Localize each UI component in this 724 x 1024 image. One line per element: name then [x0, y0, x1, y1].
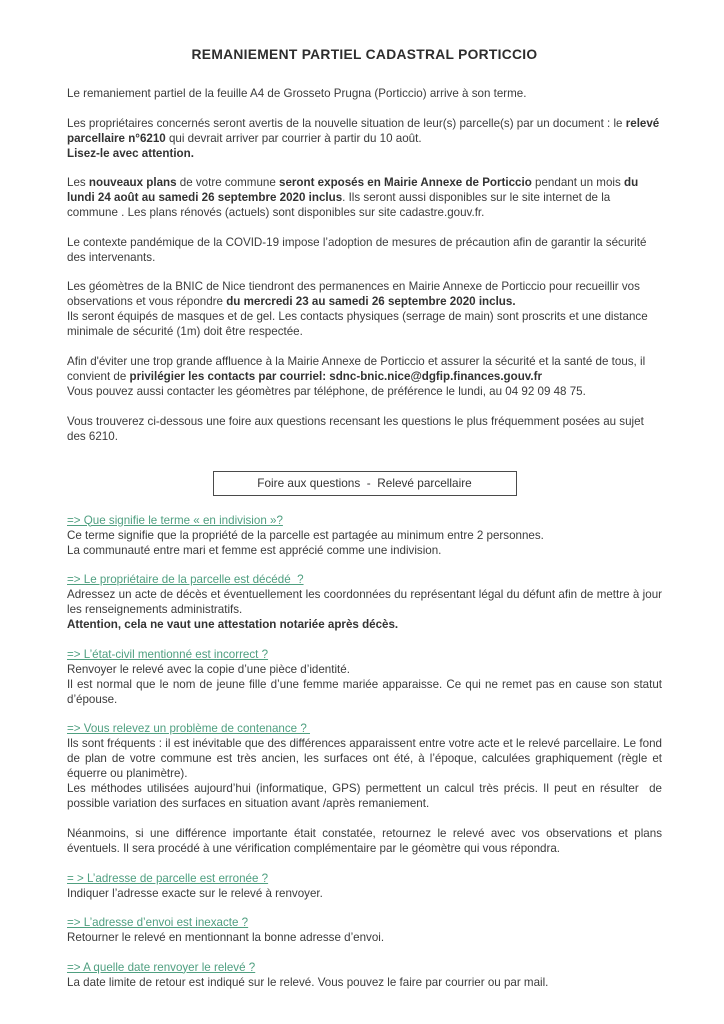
text-run: Ils seront équipés de masques et de gel. Les contacts physiques (serrage de main) sont proscrits et une distance minimale de sécurité (1m) doit être respectée. — [67, 310, 651, 339]
text-run: Il est normal que le nom de jeune fille d’une femme mariée apparaisse. Ce qui ne remet pas en cause son statut d’épouse. — [67, 677, 666, 706]
text-run: Le contexte pandémique de la COVID-19 impose l’adoption de mesures de précaution afin de garantir la sécurité des intervenants. — [67, 235, 650, 264]
bold-text-run: du mercredi 23 au samedi 26 septembre 2020 inclus. — [226, 295, 516, 309]
faq-intro-paragraph — [67, 414, 662, 444]
contact-paragraph — [67, 354, 662, 399]
page-title: REMANIEMENT PARTIEL CADASTRAL PORTICCIO — [191, 47, 538, 62]
text-run: Renvoyer le relevé avec la copie d’une pièce d’identité. — [67, 662, 350, 676]
text-run: Les — [67, 176, 89, 190]
bold-text-run: relevé parcellaire n°6210 — [67, 116, 663, 145]
faq-answer — [67, 736, 666, 811]
faq-answer — [67, 587, 666, 632]
releve-parcellaire-paragraph — [67, 116, 662, 161]
text-run: Les méthodes utilisées aujourd’hui (informatique, GPS) permettent un calcul très précis. Il peut en résulter de possible variation des surfaces en situation avant /après remaniement. — [67, 782, 666, 811]
text-run: Vous pouvez aussi contacter les géomètres par téléphone, de préférence le lundi, au 04 92 09 48 75. — [67, 384, 586, 398]
text-run: Indiquer l’adresse exacte sur le relevé à renvoyer. — [67, 886, 323, 900]
bold-text-run: Attention, cela ne vaut une attestation notariée après décès. — [67, 618, 399, 632]
faq-question-heading: => L’adresse d’envoi est inexacte ? — [67, 916, 249, 930]
faq-question-heading: => Vous relevez un problème de contenance ? — [67, 722, 310, 736]
text-run: Ce terme signifie que la propriété de la parcelle est partagée au minimum entre 2 personnes. — [67, 528, 544, 542]
faq-question-heading: => L’état-civil mentionné est incorrect ? — [67, 647, 269, 661]
faq-box-title — [213, 471, 517, 496]
text-run: La communauté entre mari et femme est apprécié comme une indivision. — [67, 543, 442, 557]
faq-question-heading: = > L’adresse de parcelle est erronée ? — [67, 871, 269, 885]
faq-answer — [67, 975, 662, 990]
text-run: La date limite de retour est indiqué sur le relevé. Vous pouvez le faire par courrier ou par mail. — [67, 975, 549, 989]
bold-text-run: privilégier les contacts par courriel: sdnc-bnic.nice@dgfip.finances.gouv.fr — [129, 369, 542, 383]
bold-text-run: Lisez-le avec attention. — [67, 146, 194, 160]
faq-question-heading: => Le propriétaire de la parcelle est décédé ? — [67, 573, 304, 587]
text-run: de votre commune — [176, 176, 280, 190]
bold-text-run: nouveaux plans — [88, 176, 177, 190]
text-run: Afin d'éviter une trop grande affluence à la Mairie Annexe de Porticcio et assurer la sécurité et la santé de tous, il convient de — [67, 354, 649, 383]
bold-text-run: seront exposés en Mairie Annexe de Porticcio — [279, 176, 532, 190]
faq-question-heading: => A quelle date renvoyer le relevé ? — [67, 960, 256, 974]
faq-box-label: Foire aux questions - Relevé parcellaire — [257, 475, 472, 490]
covid-paragraph — [67, 235, 662, 265]
text-run: Vous trouverez ci-dessous une foire aux questions recensant les questions le plus fréquemment posées au sujet des 6210. — [67, 414, 648, 443]
text-run: . Ils seront aussi disponibles sur le site internet de la commune . Les plans rénovés (actuels) sont disponibles sur site cadastre.gouv.fr. — [67, 191, 614, 220]
faq-answer — [67, 886, 662, 901]
exposition-plans-paragraph — [67, 175, 662, 220]
document-body — [67, 86, 666, 990]
intro-paragraph — [67, 86, 662, 101]
faq-question-heading: => Que signifie le terme « en indivision »? — [67, 513, 283, 527]
text-run: qui devrait arriver par courrier à partir du 10 août. — [165, 131, 422, 145]
geometres-permanences-paragraph — [67, 279, 662, 339]
faq-answer — [67, 662, 666, 707]
faq-answer — [67, 930, 662, 945]
text-run: Les géomètres de la BNIC de Nice tiendront des permanences en Mairie Annexe de Porticcio pour recueillir vos observations et vous répondre — [67, 280, 644, 309]
text-run: Les propriétaires concernés seront avertis de la nouvelle situation de leur(s) parcelle(s) par un document : le — [67, 116, 626, 130]
text-run: Ils sont fréquents : il est inévitable que des différences apparaissent entre votre acte et le relevé parcellaire. Le fond de plan de votre commune est très ancien, les surfaces ont été, à l’époque, calculées graphiquement (règle et équerre ou planimètre). — [67, 737, 666, 781]
text-run: Néanmoins, si une différence importante était constatée, retournez le relevé avec vos observations et plans éventuels. Il sera procédé à une vérification complémentaire par le géomètre qui vous répondra. — [67, 826, 666, 855]
neanmoins-paragraph — [67, 826, 666, 856]
text-run: pendant un mois — [531, 176, 624, 190]
bold-text-run: du lundi 24 août au samedi 26 septembre 2020 inclus — [67, 176, 642, 205]
faq-answer — [67, 528, 662, 558]
text-run: Adressez un acte de décès et éventuellement les coordonnées du représentant légal du défunt afin de mettre à jour les renseignements administratifs. — [67, 588, 666, 617]
text-run: Le remaniement partiel de la feuille A4 de Grosseto Prugna (Porticcio) arrive à son terme. — [67, 87, 527, 100]
text-run: Retourner le relevé en mentionnant la bonne adresse d’envoi. — [67, 931, 385, 945]
